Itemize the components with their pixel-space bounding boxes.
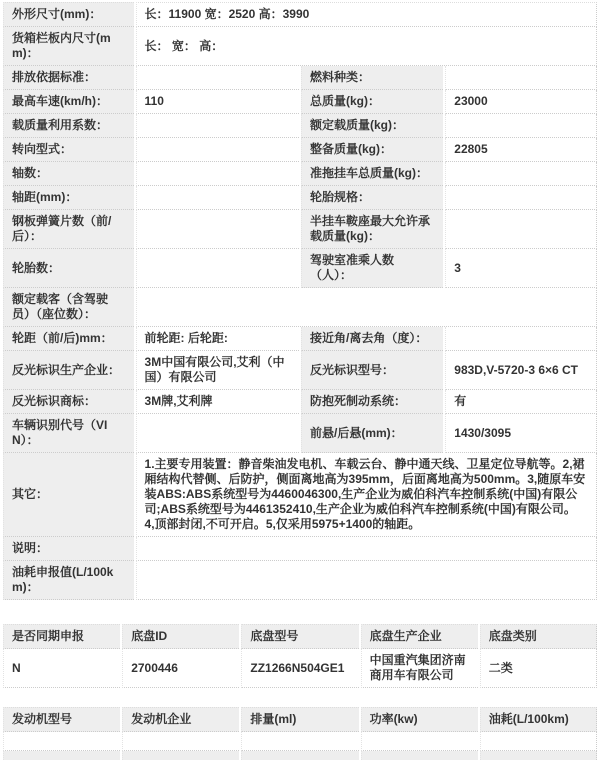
spec-row-loadfactor-rated [3, 114, 597, 138]
spec-label: 最高车速(km/h)： [3, 90, 134, 114]
spec-label: 转向型式： [3, 138, 134, 162]
chassis-value-cell: 中国重汽集团济南商用车有限公司 [361, 649, 478, 688]
chassis-table [1, 624, 599, 688]
engine-value-cell [361, 732, 478, 751]
engine-value-cell [3, 732, 120, 751]
spec-value [445, 186, 597, 210]
chassis-data-row [3, 649, 597, 688]
spec-value: 3M牌,艾利牌 [136, 390, 299, 414]
spec-value: 1430/3095 [445, 414, 597, 453]
spec-label: 轮胎数： [3, 249, 134, 288]
chassis-value-cell: 二类 [480, 649, 597, 688]
spec-value [445, 66, 597, 90]
spec-value [136, 561, 597, 600]
spec-label: 燃料种类： [301, 66, 443, 90]
spec-value [136, 537, 597, 561]
chassis-header-cell: 底盘类别 [480, 624, 597, 649]
spec-row-other [3, 453, 597, 537]
spec-value: 长：11900 宽：2520 高：3990 [136, 2, 597, 27]
spec-row-speed-mass [3, 90, 597, 114]
engine-next-row-clipped [3, 751, 597, 760]
spec-value: 长： 宽： 高： [136, 27, 597, 66]
spec-row-remarks [3, 537, 597, 561]
engine-value-cell [480, 732, 597, 751]
spec-row-steering-curb [3, 138, 597, 162]
spec-label: 反光标识商标： [3, 390, 134, 414]
spec-value [136, 114, 299, 138]
spec-value [136, 162, 299, 186]
spec-row-springs-saddle [3, 210, 597, 249]
spec-label: 轮胎规格： [301, 186, 443, 210]
spec-row-reflective-maker-model [3, 351, 597, 390]
spec-label: 整备质量(kg)： [301, 138, 443, 162]
spec-label: 其它： [3, 453, 134, 537]
spec-label: 车辆识别代号（VIN）： [3, 414, 134, 453]
spec-row-tires-cabseats [3, 249, 597, 288]
spec-value [445, 114, 597, 138]
spec-value [136, 186, 299, 210]
engine-header-row [3, 707, 597, 732]
spec-label: 额定载客（含驾驶员）（座位数）： [3, 288, 134, 327]
engine-header-cell: 发动机企业 [122, 707, 239, 732]
spec-value: 110 [136, 90, 299, 114]
spec-label: 说明： [3, 537, 134, 561]
spec-label: 总质量(kg)： [301, 90, 443, 114]
spec-row-emission-fuel [3, 66, 597, 90]
spec-value: 983D,V-5720-3 6×6 CT [445, 351, 597, 390]
spec-row-passengers [3, 288, 597, 327]
spec-row-vin-overhang [3, 414, 597, 453]
spec-value [136, 210, 299, 249]
chassis-value-cell: 2700446 [122, 649, 239, 688]
spec-value [445, 162, 597, 186]
spec-label: 准拖挂车总质量(kg)： [301, 162, 443, 186]
chassis-value-cell: ZZ1266N504GE1 [241, 649, 358, 688]
chassis-value-cell: N [3, 649, 120, 688]
engine-value-cell [122, 732, 239, 751]
spec-value [445, 210, 597, 249]
spec-value: 23000 [445, 90, 597, 114]
spec-label: 载质量利用系数： [3, 114, 134, 138]
spec-row-axles-trailer [3, 162, 597, 186]
chassis-header-cell: 底盘生产企业 [361, 624, 478, 649]
engine-header-cell: 功率(kw) [361, 707, 478, 732]
spec-label: 驾驶室准乘人数（人）： [301, 249, 443, 288]
engine-header-cell: 油耗(L/100km) [480, 707, 597, 732]
vehicle-spec-table [1, 2, 599, 600]
spec-label: 轴数： [3, 162, 134, 186]
spec-label: 前悬/后悬(mm)： [301, 414, 443, 453]
spec-label: 外形尺寸(mm)： [3, 2, 134, 27]
engine-value-cell [241, 732, 358, 751]
chassis-header-cell: 是否同期申报 [3, 624, 120, 649]
spec-label: 反光标识生产企业： [3, 351, 134, 390]
spec-row-cargo-box [3, 27, 597, 66]
spec-value [136, 288, 597, 327]
spec-label: 钢板弹簧片数（前/后）： [3, 210, 134, 249]
spec-value: 有 [445, 390, 597, 414]
spec-label: 油耗申报值(L/100km)： [3, 561, 134, 600]
spec-value [136, 138, 299, 162]
spec-label: 接近角/离去角（度）： [301, 327, 443, 351]
spec-label: 额定载质量(kg)： [301, 114, 443, 138]
spec-value: 前轮距: 后轮距: [136, 327, 299, 351]
spec-value: 22805 [445, 138, 597, 162]
spec-label: 轴距(mm)： [3, 186, 134, 210]
spec-value: 3 [445, 249, 597, 288]
spec-label: 反光标识型号： [301, 351, 443, 390]
spec-value [445, 327, 597, 351]
spec-label: 货箱栏板内尺寸(mm)： [3, 27, 134, 66]
spec-value-other-text: 1.主要专用装置：静音柴油发电机、车载云台、静中通天线、卫星定位导航等。2,裙厢结构代替侧、后防护，侧面离地高为395mm，后面离地高为500mm。3,随原车安装ABS:ABS系统型号为4460046300,生产企业为威伯科汽车控制系统(中国)有限公司;ABS系统型号为4461352410,生产企业为威伯科汽车控制系统(中国)有限公司。 4,顶部封闭,不可开启。5,仅采用5975+1400的轴距。 [136, 453, 597, 537]
chassis-header-cell: 底盘型号 [241, 624, 358, 649]
spec-label: 防抱死制动系统： [301, 390, 443, 414]
engine-data-row [3, 732, 597, 751]
chassis-header-row [3, 624, 597, 649]
spec-value: 3M中国有限公司,艾利（中国）有限公司 [136, 351, 299, 390]
spec-row-reflective-brand-abs [3, 390, 597, 414]
spec-value [136, 414, 299, 453]
spec-value [136, 66, 299, 90]
spec-label: 轮距（前/后)mm： [3, 327, 134, 351]
engine-table [1, 707, 599, 760]
spec-value [136, 249, 299, 288]
spec-row-fuel-declared [3, 561, 597, 600]
engine-header-cell: 发动机型号 [3, 707, 120, 732]
spec-label: 半挂车鞍座最大允许承载质量(kg)： [301, 210, 443, 249]
spec-row-track-angles [3, 327, 597, 351]
engine-header-cell: 排量(ml) [241, 707, 358, 732]
spec-label: 排放依据标准： [3, 66, 134, 90]
chassis-header-cell: 底盘ID [122, 624, 239, 649]
spec-row-dimensions [3, 2, 597, 27]
spec-row-wheelbase-tire [3, 186, 597, 210]
